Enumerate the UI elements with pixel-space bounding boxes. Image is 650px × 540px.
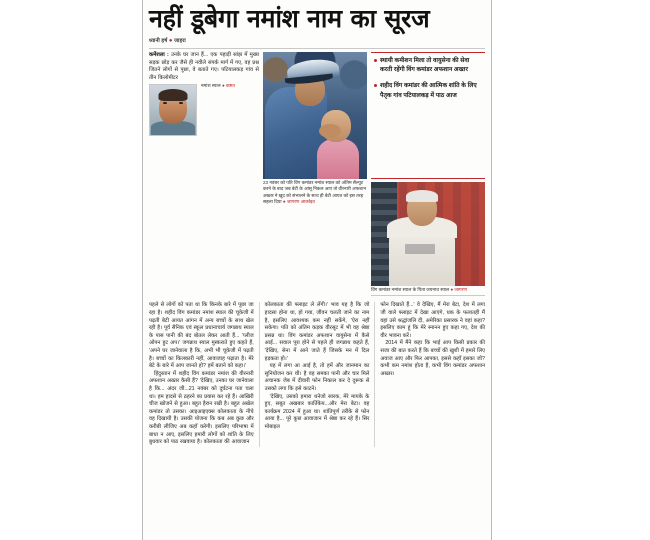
paragraph: कोलकाता की फ्लाइट ले लेंगी।' भाव यह है कि जो हादसा होना था, हो गया, जीवन चलती जाने का नाम है, इसलिए आवश्यक कम नहीं सकेंगे, 'ऐरा नहीं सकेगा। पति को अंतिम कड़क वीरसूट में भी वह श्रेष्ठा प्रसन्न था। विंग कमांडर अफशान वायुसेना में कैसे आईं... सवाल पूरा होने से पहले ही जगन्नाथ कहते हैं, 'देखिए, सेना में आने जाते हैं जिसके मन में दिल हड़कता हो।' xyxy=(264,302,370,362)
portrait-photo-namansh xyxy=(149,84,197,136)
article-column-1 xyxy=(149,302,254,446)
masthead xyxy=(143,0,491,34)
portrait-caption-source: ● कष्टत xyxy=(221,83,235,89)
portrait-hair xyxy=(159,89,188,101)
father-caption-divider xyxy=(371,295,485,296)
center-photo-column xyxy=(263,52,367,298)
photo-father-hair xyxy=(406,190,438,202)
byline-separator-dot: ● xyxy=(168,38,173,44)
byline-author: ध्यानी हर्ष xyxy=(149,38,168,44)
highlight-bullet-2 xyxy=(374,81,483,99)
lead-paragraph xyxy=(149,52,259,82)
highlight-bullet-1-text: स्थायी कमीशन मिला तो वायुसेना की सेवा करती रहेंगी विंग कमांडर अफशान अख्तर xyxy=(380,57,470,74)
highlight-bullet-1 xyxy=(374,56,483,74)
father-photo-caption-source: ● जागरण xyxy=(450,287,467,292)
center-photo-caption-source: ● जागरण आर्काइव xyxy=(282,199,315,205)
article-body xyxy=(143,298,491,452)
paragraph: पहले से लोगों को पता था कि किनके बारे में पूछा जा रहा है। शहीद विंग कमांडर नमांश स्याल की चूकेजी में पढ़ती बेटी आयत आंगन में अन्य बच्चों के साथ खेल रही है। पूर्व सैनिक एवं स्कूल प्रधानाचार्य जगन्नाथ स्याल के पास पानी की बंद बोतल लेकर आती हैं... 'प्लीज ओपन हुट अप।' जगन्नाथ स्याल मुस्कराते हुए कहते हैं, 'अपने घर जानेवाला है कि, अभी भी चूकेजी में पढ़ती है। बच्चों का किलकारी नहीं, आवाजाह पढ़ाता है। मेरे बेटे के बारे में आप जानते हो? हमें बताने को कहा।' xyxy=(149,302,254,370)
newspaper-clipping xyxy=(142,0,492,540)
portrait-caption-text: नमांश स्याल xyxy=(201,83,221,89)
highlights-column xyxy=(371,52,485,298)
paragraph: फोन दिखाते हैं...' वे देखिए, मैं मेरा बेटा, देश में लगा जी वाले फ्लाइट में देखा आएंगे, धक के फलातही मैं वहां उसे श्रद्धांजलि दी, अमेरिका प्रसारक ने वहां कहा? इसलिए काम हूं कि मेरे स्नानन हुए कहा गए, देश की वीर भावना करें। xyxy=(380,302,486,339)
lead-text: उनके घर जान हैं... एक पहाड़ी सांझ में मुख्य सड़क छोड़ कर जैसे ही नवीले संपर्क मार्ग में गए, वह प्रश्न जितने लोगों से पूछा, वे बताते गए। पटियालकड़ गांव से तीन किलोमीटर xyxy=(149,52,259,81)
lead-column xyxy=(149,52,259,298)
photo-child-body xyxy=(317,139,359,179)
center-photo-caption xyxy=(263,179,367,206)
paragraph: 'देखिए, उसको हमारा थनेजो सारक, मेरे मायके के हुए, सबूत अखबार कार्तिकेय...और मेरा बेटा। वह कार्यक्रम 2024 में हुआ था। शांतिपूर्ण तरीके से फोन आया है... पूरे कुछ आवाजान में श्रेष्ठा कर रहे हैं। सिर मोबाइल xyxy=(264,393,370,430)
father-photo-caption-text: विंग कमांडर नमांश स्याल के पिता जयनाथ स्याल xyxy=(371,287,450,292)
highlight-bullet-2-text: शहीद विंग कमांडर की आत्मिक शांति के लिए पैतृक गांव पटियालकड़ में पाठ आज xyxy=(380,82,477,99)
paragraph: 2014 में मैंने कहा कि भाई आप किसी प्रकार की सजा की बात करते हैं कि बच्चों की खुशी में हमारे लिए अवाज आए और फिर आपका, इससे कहाँ इसका जो? कभी कम नमांश होता है, कभी विंग कमांडर अफशान अख्तर। xyxy=(380,340,486,377)
column-rule xyxy=(374,302,375,446)
photo-father-hoodie-print xyxy=(405,244,435,254)
top-region xyxy=(143,52,491,298)
page-title: नहीं डूबेगा नमांश नाम का सूरज xyxy=(149,4,430,33)
center-photo-caption-text: 23 नवंबर को पति विंग कमांडर नमांश स्याल को अंतिम सैल्यूट करने के बाद जब बेटी के आंसू निकल आए तो वीरनारी अफशान अख्तर ने खुद को संभालने के साथ ही बेटी आयत को इस तरह सहला दिया xyxy=(263,180,367,205)
portrait-caption xyxy=(149,82,259,89)
bullet-dot-icon xyxy=(374,59,377,62)
father-photo-caption xyxy=(371,286,485,293)
article-column-3 xyxy=(380,302,485,446)
photo-consoling-hand xyxy=(319,124,341,138)
paragraph: हिंदुस्तान में शहीद विंग कमांडर नमांश की वीरनारी अफशान अख्तर कैसी हैं? 'देखिए, उनका घर जानेवाला है कि... अंदर जी...21 नवंबर को दुर्घटना पता चला था। हम हादसे से ठहरने का प्रयास कर रहे हैं। आखिरी चीज खोजने से हुआ। बहुत हैरान रखी है। बहुत अखेल कमांडर तो उसका। आइआइएक्स कोलकाता के नीचे वह दिखायी है। उसकी योजना कि कब अब कुछ और करीबी लीजिए अब कहाँ करेगी। इसलिए परिभाषा में बाधा न आए, इसलिए हमारी लोगों को शांति के लिए बुधवार को पाठ रखवाया है। कोलकाता की आवाजान xyxy=(149,370,254,446)
article-column-2 xyxy=(265,302,370,446)
byline-divider xyxy=(149,48,485,49)
byline xyxy=(143,34,491,47)
column-rule xyxy=(259,302,260,446)
photo-father-jaynath xyxy=(371,182,485,286)
lead-label: कमेंशला : xyxy=(149,52,169,58)
byline-location: जाहरा xyxy=(174,38,186,44)
paragraph: यह में लगा आ आई है, तो हमें और जानमान का सुनियोजन कर थी। है वह समका पानी और चार मिले अचानक जेब में दीवारी फोन निकाल कर दे दूरूक से उसको लगा कि इसे काटने। xyxy=(264,363,370,392)
highlight-bullets-box xyxy=(371,52,485,179)
bullet-dot-icon xyxy=(374,84,377,87)
photo-officer-and-daughter xyxy=(263,52,367,179)
